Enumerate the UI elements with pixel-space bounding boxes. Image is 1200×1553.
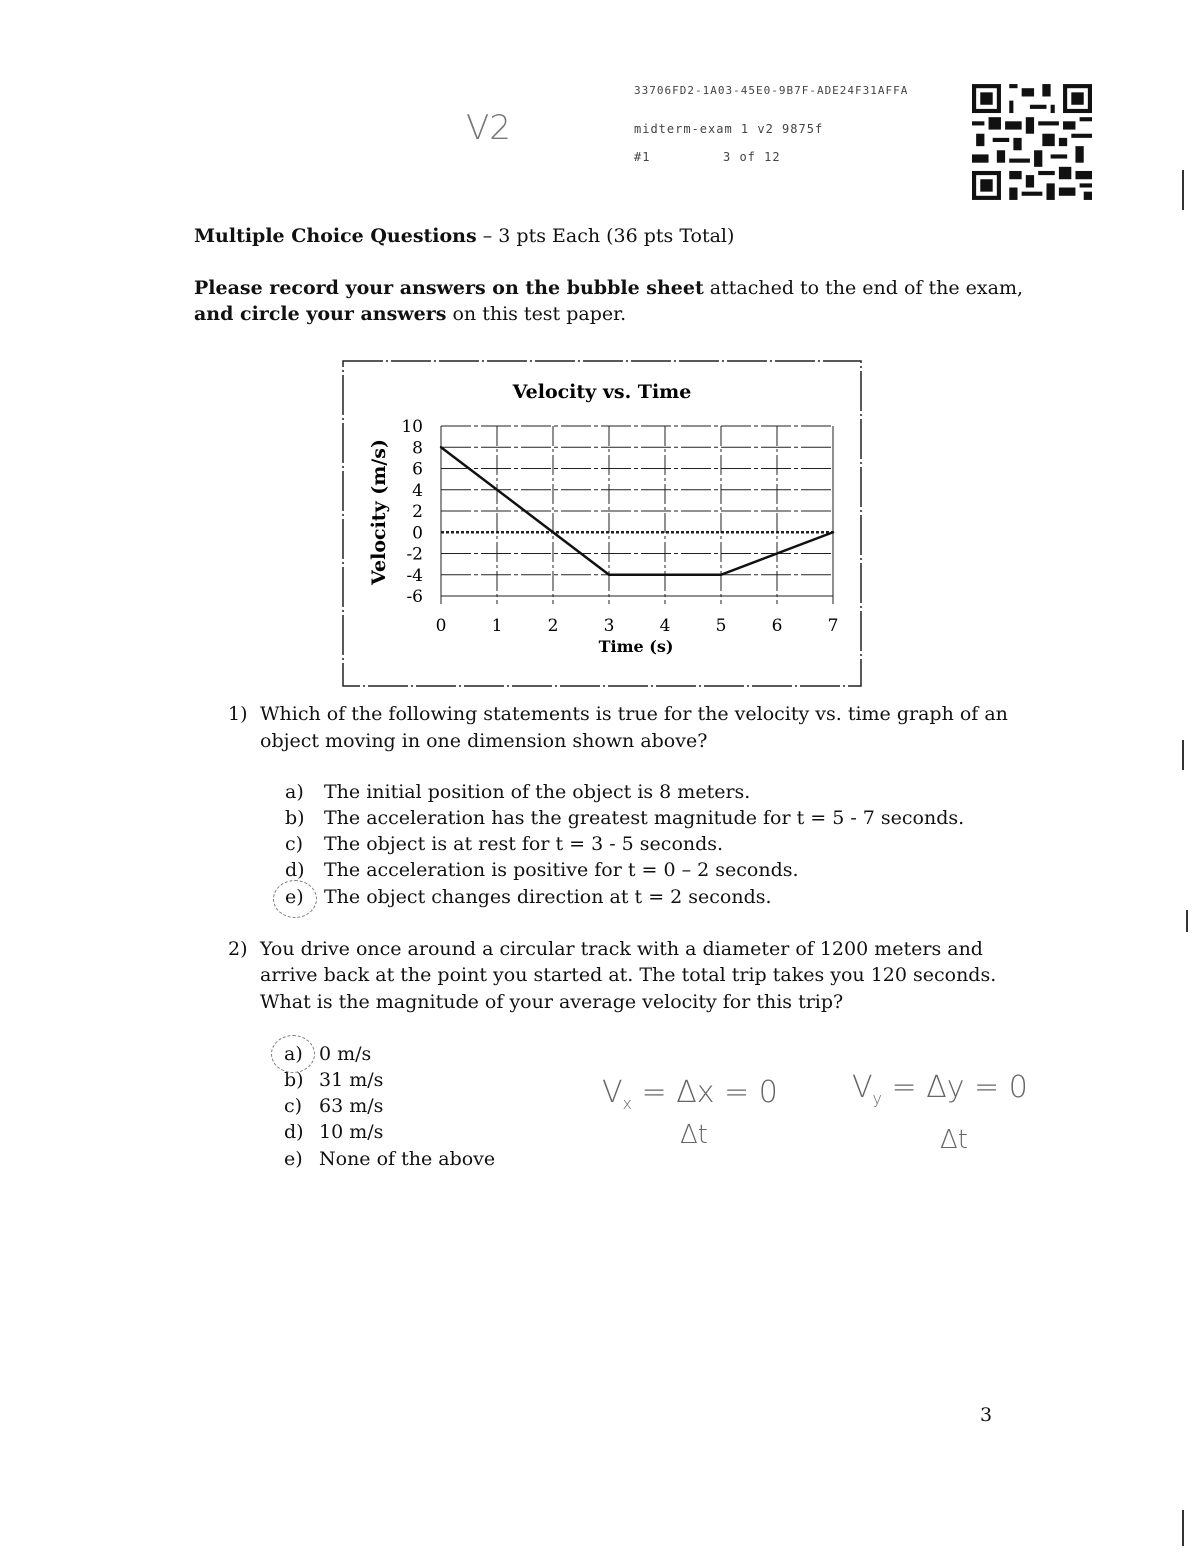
x-tick-label-4: 4 — [659, 616, 671, 636]
handwritten-vy-denominator: Δt — [940, 1125, 968, 1155]
y-tick-label-8: 8 — [412, 438, 423, 459]
chart-grid — [440, 426, 834, 604]
handwritten-vy-lhs: V — [852, 1070, 873, 1105]
handwritten-vy-eq: = Δy = 0 — [891, 1070, 1028, 1105]
x-tick-label-3: 3 — [603, 616, 615, 636]
q1-option-a-text: The initial position of the object is 8 meters. — [324, 781, 751, 803]
q2-option-e-text: None of the above — [319, 1148, 496, 1170]
y-tick-label--6: -6 — [406, 587, 423, 607]
x-tick-label-6: 6 — [771, 616, 783, 636]
scan-edge-artifact — [1186, 910, 1188, 932]
q1-answer-circle — [273, 880, 317, 918]
section-title-rest: – 3 pts Each (36 pts Total) — [476, 225, 735, 247]
section-title-bold: Multiple Choice Questions — [194, 225, 477, 247]
x-tick-label-0: 0 — [435, 616, 447, 636]
q1-option-e-label[interactable]: e) — [285, 886, 304, 908]
instructions-rest-1: attached to the end of the exam, — [703, 277, 1024, 299]
chart-title: Velocity vs. Time — [512, 381, 692, 403]
handwritten-vx-lhs: V — [602, 1075, 623, 1110]
y-tick-label-10: 10 — [401, 417, 423, 437]
scan-edge-artifact — [1182, 170, 1184, 210]
version-mark: V2 — [466, 108, 511, 148]
q2-option-e-label[interactable]: e) — [284, 1148, 303, 1170]
page-of: 3 of 12 — [723, 150, 781, 164]
q2-option-b-text: 31 m/s — [319, 1069, 384, 1091]
instructions-bold-1: Please record your answers on the bubble sheet — [194, 277, 704, 299]
page-index: #1 — [634, 150, 651, 164]
q2-answer-circle — [271, 1035, 315, 1073]
y-tick-label-0: 0 — [412, 523, 423, 544]
q2-option-c-text: 63 m/s — [319, 1095, 384, 1117]
handwritten-vx — [602, 1075, 778, 1113]
handwritten-vx-sub: x — [622, 1094, 632, 1113]
handwritten-vx-denominator: Δt — [680, 1120, 708, 1150]
question-1-text-2: object moving in one dimension shown above? — [260, 730, 708, 752]
y-tick-label-6: 6 — [412, 459, 423, 480]
question-1-text-1: Which of the following statements is true for the velocity vs. time graph of an — [260, 703, 1008, 725]
handwritten-vx-eq: = Δx = 0 — [641, 1075, 778, 1110]
q2-option-d-label[interactable]: d) — [284, 1121, 304, 1143]
question-2-text-2: arrive back at the point you started at. The total trip takes you 120 seconds. — [260, 964, 997, 986]
question-2-text-1: You drive once around a circular track with a diameter of 1200 meters and — [260, 938, 983, 960]
y-tick-label--2: -2 — [406, 544, 423, 565]
exam-code: 33706FD2-1A03-45E0-9B7F-ADE24F31AFFA — [634, 84, 909, 97]
question-2-text-3: What is the magnitude of your average velocity for this trip? — [260, 991, 844, 1013]
q2-option-a-text: 0 m/s — [319, 1043, 372, 1065]
x-tick-label-2: 2 — [547, 616, 559, 636]
q2-option-c-label[interactable]: c) — [284, 1095, 303, 1117]
exam-id: midterm-exam 1 v2 9875f — [634, 122, 824, 136]
q1-option-b-text: The acceleration has the greatest magnitude for t = 5 - 7 seconds. — [324, 807, 965, 829]
q1-option-d-text: The acceleration is positive for t = 0 – 2 seconds. — [324, 859, 799, 881]
instructions-bold-2: and circle your answers — [194, 303, 447, 325]
q2-option-d-text: 10 m/s — [319, 1121, 384, 1143]
x-tick-label-5: 5 — [715, 616, 727, 636]
question-1-number: 1) — [228, 703, 248, 725]
y-tick-label-4: 4 — [412, 480, 423, 501]
x-tick-label-7: 7 — [827, 616, 839, 636]
y-tick-label--4: -4 — [406, 565, 423, 586]
q1-option-c-label[interactable]: c) — [285, 833, 304, 855]
instructions-rest-2: on this test paper. — [446, 303, 627, 325]
q2-option-a-label[interactable]: a) — [284, 1043, 303, 1065]
velocity-time-chart — [0, 0, 1200, 700]
q1-option-b-label[interactable]: b) — [285, 807, 305, 829]
q1-option-a-label[interactable]: a) — [285, 781, 304, 803]
page-number: 3 — [980, 1404, 993, 1426]
scan-edge-artifact — [1182, 740, 1184, 770]
handwritten-vy — [852, 1070, 1028, 1108]
chart-ticks — [401, 417, 838, 636]
q1-option-d-label[interactable]: d) — [285, 859, 305, 881]
handwritten-vy-sub: y — [872, 1089, 882, 1108]
scan-edge-artifact — [1182, 1510, 1184, 1546]
chart-x-label: Time (s) — [598, 637, 674, 656]
x-tick-label-1: 1 — [491, 616, 503, 636]
q1-option-c-text: The object is at rest for t = 3 - 5 seconds. — [324, 833, 724, 855]
q1-option-e-text: The object changes direction at t = 2 seconds. — [324, 886, 772, 908]
y-tick-label-2: 2 — [412, 502, 423, 522]
q2-option-b-label[interactable]: b) — [284, 1069, 304, 1091]
chart-y-label: Velocity (m/s) — [368, 439, 390, 585]
question-2-number: 2) — [228, 938, 248, 960]
